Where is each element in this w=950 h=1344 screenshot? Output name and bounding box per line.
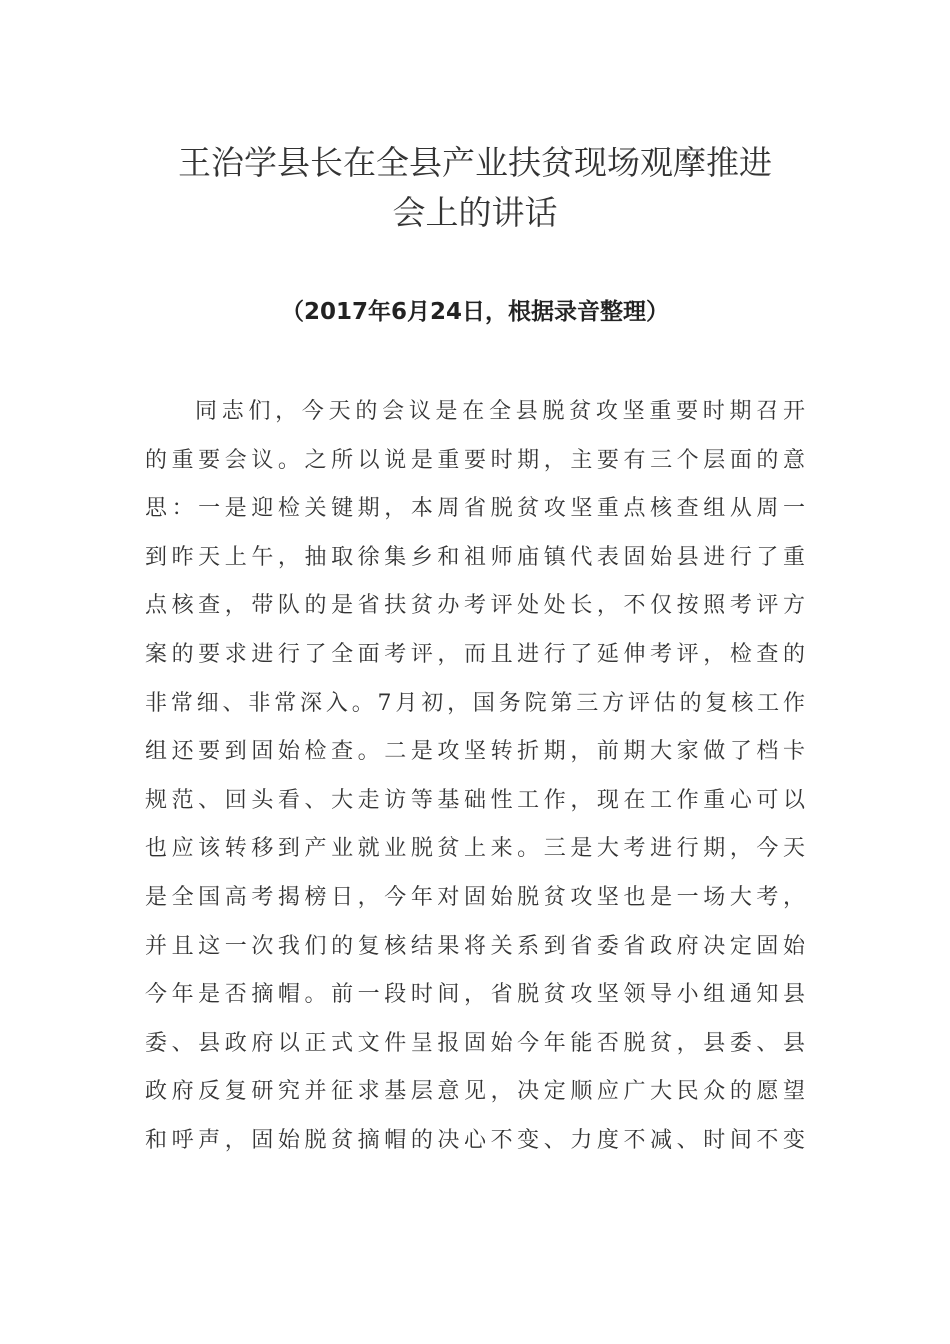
title-line-1: 王治学县长在全县产业扶贫现场观摩推进 [178, 143, 772, 182]
body-line: 非常细、非常深入。7月初，国务院第三方评估的复核工作 [145, 690, 805, 716]
body-line: 到昨天上午，抽取徐集乡和祖师庙镇代表固始县进行了重 [145, 544, 805, 570]
title-line-2: 会上的讲话 [392, 193, 558, 232]
body-paragraph [145, 388, 805, 1166]
body-line: 政府反复研究并征求基层意见，决定顺应广大民众的愿望 [145, 1079, 805, 1105]
body-line: 委、县政府以正式文件呈报固始今年能否脱贫，县委、县 [145, 1030, 805, 1056]
body-line: 的重要会议。之所以说是重要时期，主要有三个层面的意 [145, 447, 805, 473]
body-line: 今年是否摘帽。前一段时间，省脱贫攻坚领导小组通知县 [145, 982, 805, 1008]
body-line: 也应该转移到产业就业脱贫上来。三是大考进行期，今天 [145, 836, 805, 862]
body-line: 组还要到固始检查。二是攻坚转折期，前期大家做了档卡 [145, 739, 805, 765]
body-line: 规范、回头看、大走访等基础性工作，现在工作重心可以 [145, 787, 805, 813]
body-line: 案的要求进行了全面考评，而且进行了延伸考评，检查的 [145, 641, 805, 667]
document-subtitle: （2017年6月24日，根据录音整理） [280, 299, 670, 325]
body-line: 点核查，带队的是省扶贫办考评处处长，不仅按照考评方 [145, 593, 805, 619]
document-title [145, 138, 805, 238]
body-line: 思：一是迎检关键期，本周省脱贫攻坚重点核查组从周一 [145, 496, 805, 522]
body-line: 和呼声，固始脱贫摘帽的决心不变、力度不减、时间不变 [145, 1127, 805, 1153]
body-line: 是全国高考揭榜日，今年对固始脱贫攻坚也是一场大考， [145, 884, 805, 910]
body-line: 并且这一次我们的复核结果将关系到省委省政府决定固始 [145, 933, 805, 959]
body-line: 同志们，今天的会议是在全县脱贫攻坚重要时期召开 [195, 399, 805, 424]
